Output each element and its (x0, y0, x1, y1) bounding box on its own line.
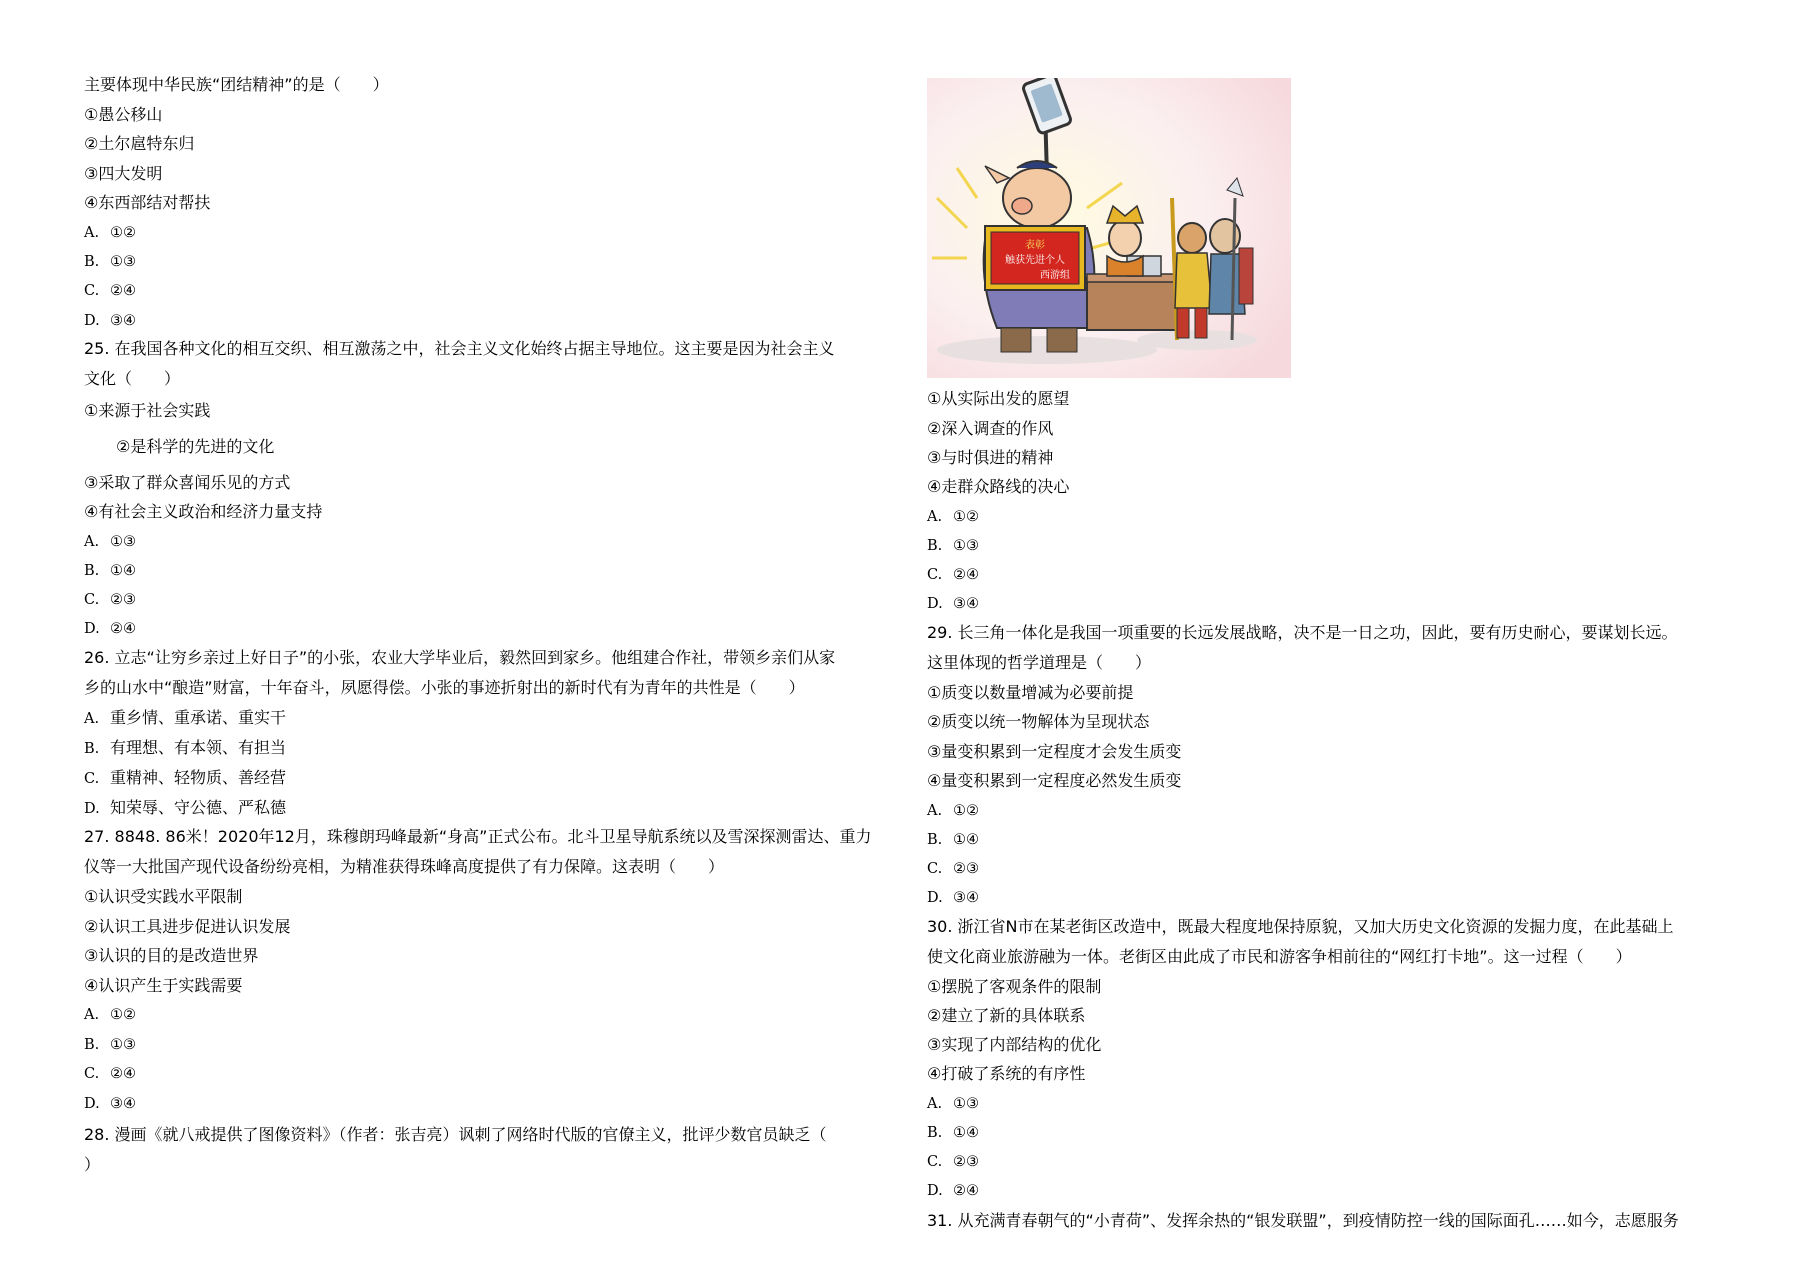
sign-line-2: 触获先进个人 (1005, 255, 1065, 266)
q28-option-c[interactable]: C. ②④ (927, 567, 979, 583)
q30-item-2: ②建立了新的具体联系 (927, 1006, 1086, 1025)
q24-item-1: ①愚公移山 (84, 105, 163, 124)
q30-option-b[interactable]: B. ①④ (927, 1125, 979, 1141)
q28-item-1: ①从实际出发的愿望 (927, 389, 1070, 408)
q25-stem-line1: 25. 在我国各种文化的相互交织、相互激荡之中，社会主义文化始终占据主导地位。这主要是因为社会主义 (84, 339, 835, 358)
q25-stem-line2: 文化（ ） (84, 369, 181, 388)
q29-option-c[interactable]: C. ②③ (927, 861, 979, 877)
q27-option-b[interactable]: B. ①③ (84, 1037, 136, 1053)
sign-line-3: 西游组 (1040, 270, 1070, 281)
q28-stem-line1: 28. 漫画《就八戒提供了图像资料》（作者：张吉亮）讽刺了网络时代版的官僚主义，批评少数官员缺乏（ (84, 1125, 827, 1144)
q27-item-4: ④认识产生于实践需要 (84, 976, 243, 995)
q29-option-d[interactable]: D. ③④ (927, 890, 979, 906)
q27-option-a[interactable]: A. ①② (84, 1007, 136, 1023)
q24-option-c[interactable]: C. ②④ (84, 283, 136, 299)
q24-item-3: ③四大发明 (84, 164, 163, 183)
q27-item-1: ①认识受实践水平限制 (84, 887, 243, 906)
q26-option-c[interactable]: C. 重精神、轻物质、善经营 (84, 768, 287, 787)
q25-option-a[interactable]: A. ①③ (84, 534, 136, 550)
q26-stem-line1: 26. 立志“让穷乡亲过上好日子”的小张，农业大学毕业后，毅然回到家乡。他组建合作社，带领乡亲们从家 (84, 648, 836, 667)
q29-item-1: ①质变以数量增减为必要前提 (927, 683, 1134, 702)
q27-item-2: ②认识工具进步促进认识发展 (84, 917, 291, 936)
q24-item-4: ④东西部结对帮扶 (84, 193, 211, 212)
q30-stem-line2: 使文化商业旅游融为一体。老街区由此成了市民和游客争相前往的“网红打卡地”。这一过程（ ） (927, 947, 1632, 966)
q29-item-2: ②质变以统一物解体为呈现状态 (927, 712, 1150, 731)
q26-stem-line2: 乡的山水中“酿造”财富，十年奋斗，夙愿得偿。小张的事迹折射出的新时代有为青年的共性是（ ） (84, 678, 805, 697)
q30-item-3: ③实现了内部结构的优化 (927, 1035, 1102, 1054)
q29-option-a[interactable]: A. ①② (927, 803, 979, 819)
q27-stem-line1: 27. 8848. 86米！2020年12月，珠穆朗玛峰最新“身高”正式公布。北斗卫星导航系统以及雪深探测雷达、重力 (84, 827, 872, 846)
q30-stem-line1: 30. 浙江省N市在某老街区改造中，既最大程度地保持原貌，又加大历史文化资源的发掘力度，在此基础上 (927, 917, 1674, 936)
q29-stem-line2: 这里体现的哲学道理是（ ） (927, 653, 1152, 672)
q27-option-d[interactable]: D. ③④ (84, 1096, 136, 1112)
q25-item-1: ①来源于社会实践 (84, 401, 211, 420)
cartoon-illustration (927, 78, 1291, 378)
q28-stem-line2: ） (84, 1155, 101, 1174)
q25-item-3: ③采取了群众喜闻乐见的方式 (84, 473, 291, 492)
q24-option-a[interactable]: A. ①② (84, 225, 136, 241)
q30-option-a[interactable]: A. ①③ (927, 1096, 979, 1112)
monk-figure (1107, 206, 1143, 276)
q27-stem-line2: 仪等一大批国产现代设备纷纷亮相，为精准获得珠峰高度提供了有力保障。这表明（ ） (84, 857, 725, 876)
q25-item-4: ④有社会主义政治和经济力量支持 (84, 502, 323, 521)
q24-option-b[interactable]: B. ①③ (84, 254, 136, 270)
q28-option-b[interactable]: B. ①③ (927, 538, 979, 554)
q26-option-a[interactable]: A. 重乡情、重承诺、重实干 (84, 708, 287, 727)
q27-option-c[interactable]: C. ②④ (84, 1066, 136, 1082)
q30-item-1: ①摆脱了客观条件的限制 (927, 977, 1102, 996)
sign-line-1: 表彰 (1025, 240, 1045, 251)
q30-option-c[interactable]: C. ②③ (927, 1154, 979, 1170)
q30-option-d[interactable]: D. ②④ (927, 1183, 979, 1199)
q26-option-b[interactable]: B. 有理想、有本领、有担当 (84, 738, 287, 757)
q24-stem: 主要体现中华民族“团结精神”的是（ ） (84, 75, 389, 94)
q25-item-2: ②是科学的先进的文化 (116, 437, 275, 456)
q29-item-4: ④量变积累到一定程度必然发生质变 (927, 771, 1182, 790)
award-sign (985, 226, 1085, 290)
q25-option-c[interactable]: C. ②③ (84, 592, 136, 608)
q28-option-a[interactable]: A. ①② (927, 509, 979, 525)
q25-option-d[interactable]: D. ②④ (84, 621, 136, 637)
q28-option-d[interactable]: D. ③④ (927, 596, 979, 612)
q26-option-d[interactable]: D. 知荣辱、守公德、严私德 (84, 798, 287, 817)
q28-item-3: ③与时俱进的精神 (927, 448, 1054, 467)
q31-stem-line1: 31. 从充满青春朝气的“小青荷”、发挥余热的“银发联盟”，到疫情防控一线的国际面孔……如今，志愿服务 (927, 1211, 1679, 1230)
q28-item-4: ④走群众路线的决心 (927, 477, 1070, 496)
q24-option-d[interactable]: D. ③④ (84, 313, 136, 329)
q25-option-b[interactable]: B. ①④ (84, 563, 136, 579)
q28-item-2: ②深入调查的作风 (927, 419, 1054, 438)
q27-item-3: ③认识的目的是改造世界 (84, 946, 259, 965)
q24-item-2: ②土尔扈特东归 (84, 134, 195, 153)
q30-item-4: ④打破了系统的有序性 (927, 1064, 1086, 1083)
q29-stem-line1: 29. 长三角一体化是我国一项重要的长远发展战略，决不是一日之功，因此，要有历史耐心，要谋划长远。 (927, 623, 1678, 642)
q29-option-b[interactable]: B. ①④ (927, 832, 979, 848)
q29-item-3: ③量变积累到一定程度才会发生质变 (927, 742, 1182, 761)
